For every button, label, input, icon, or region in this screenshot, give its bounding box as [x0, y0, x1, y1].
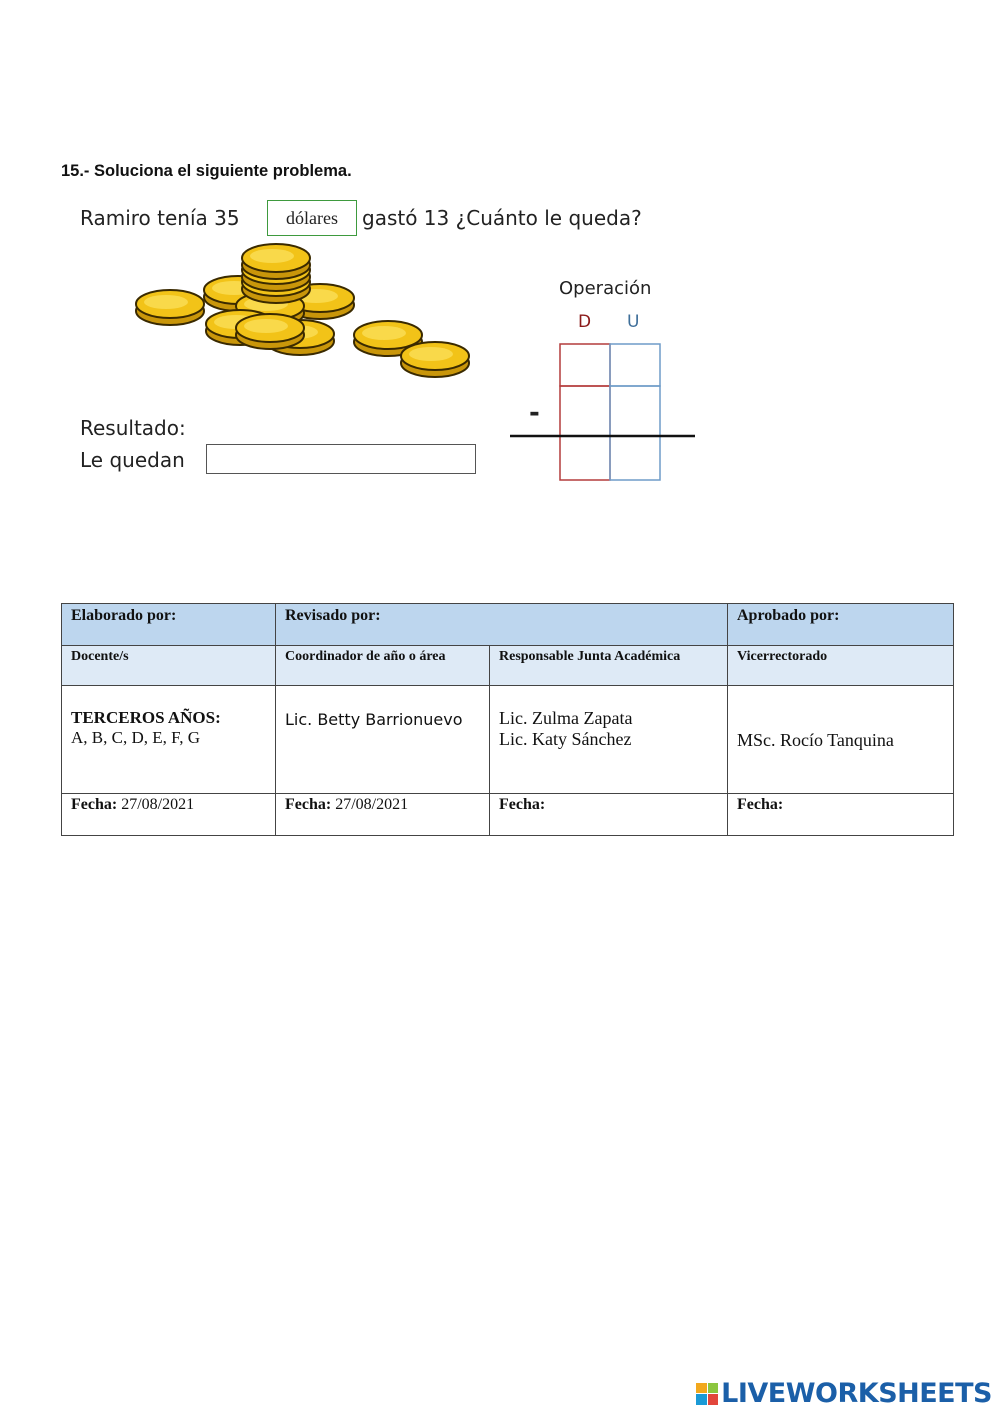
date-label: Fecha:	[285, 796, 332, 813]
role-responsable: Responsable Junta Académica	[490, 646, 728, 686]
units-label: U	[627, 312, 640, 332]
coin-icon	[136, 290, 204, 325]
date-cell-2	[276, 794, 490, 836]
result-label: Resultado:	[80, 416, 186, 440]
grade-groups: A, B, C, D, E, F, G	[71, 728, 200, 747]
date-value: 27/08/2021	[121, 796, 195, 813]
table-row	[62, 646, 954, 686]
signature-table	[61, 603, 954, 836]
units-cell-result	[610, 436, 660, 480]
exercise-heading: 15.- Soluciona el siguiente problema.	[61, 162, 352, 180]
aprobado-header: Aprobado por:	[728, 604, 954, 646]
role-vicerrectorado: Vicerrectorado	[728, 646, 954, 686]
table-row	[62, 794, 954, 836]
responsable-name-1: Lic. Zulma Zapata	[499, 708, 633, 728]
problem-text-start: Ramiro tenía 35	[80, 206, 240, 230]
docentes-cell	[62, 686, 276, 794]
responsable-cell	[490, 686, 728, 794]
minus-sign: -	[529, 398, 540, 428]
role-coordinador: Coordinador de año o área	[276, 646, 490, 686]
tens-label: D	[578, 312, 592, 332]
tens-cell-middle	[560, 386, 610, 436]
grade-title: TERCEROS AÑOS:	[71, 708, 221, 727]
remaining-label: Le quedan	[80, 448, 185, 472]
coins-illustration	[130, 238, 480, 388]
coordinador-name: Lic. Betty Barrionuevo	[285, 710, 463, 729]
coin-icon	[401, 342, 469, 377]
answer-field[interactable]: dólares	[267, 200, 357, 236]
vicerrectorado-name: MSc. Rocío Tanquina	[737, 730, 894, 750]
liveworksheets-logo	[696, 1378, 992, 1409]
units-cell-top	[610, 344, 660, 386]
responsable-name-2: Lic. Katy Sánchez	[499, 729, 632, 749]
date-cell-1	[62, 794, 276, 836]
remaining-input[interactable]	[206, 444, 476, 474]
coin-icon	[236, 314, 304, 349]
role-docentes: Docente/s	[62, 646, 276, 686]
coordinador-cell	[276, 686, 490, 794]
coin-icon	[242, 244, 310, 279]
brand-name: LIVEWORKSHEETS	[721, 1378, 992, 1409]
vicerrectorado-cell	[728, 686, 954, 794]
table-row	[62, 686, 954, 794]
revisado-header: Revisado por:	[276, 604, 728, 646]
date-cell-4	[728, 794, 954, 836]
elaborado-header: Elaborado por:	[62, 604, 276, 646]
date-label: Fecha:	[71, 796, 118, 813]
logo-mark-icon	[696, 1383, 718, 1405]
problem-text-end: gastó 13 ¿Cuánto le queda?	[362, 206, 642, 230]
date-value: 27/08/2021	[335, 796, 409, 813]
date-label: Fecha:	[499, 796, 546, 813]
table-row	[62, 604, 954, 646]
date-label: Fecha:	[737, 796, 784, 813]
tens-cell-top	[560, 344, 610, 386]
date-cell-3	[490, 794, 728, 836]
tens-cell-result	[560, 436, 610, 480]
problem-area	[60, 188, 720, 508]
operation-label: Operación	[559, 278, 652, 299]
units-cell-middle	[610, 386, 660, 436]
